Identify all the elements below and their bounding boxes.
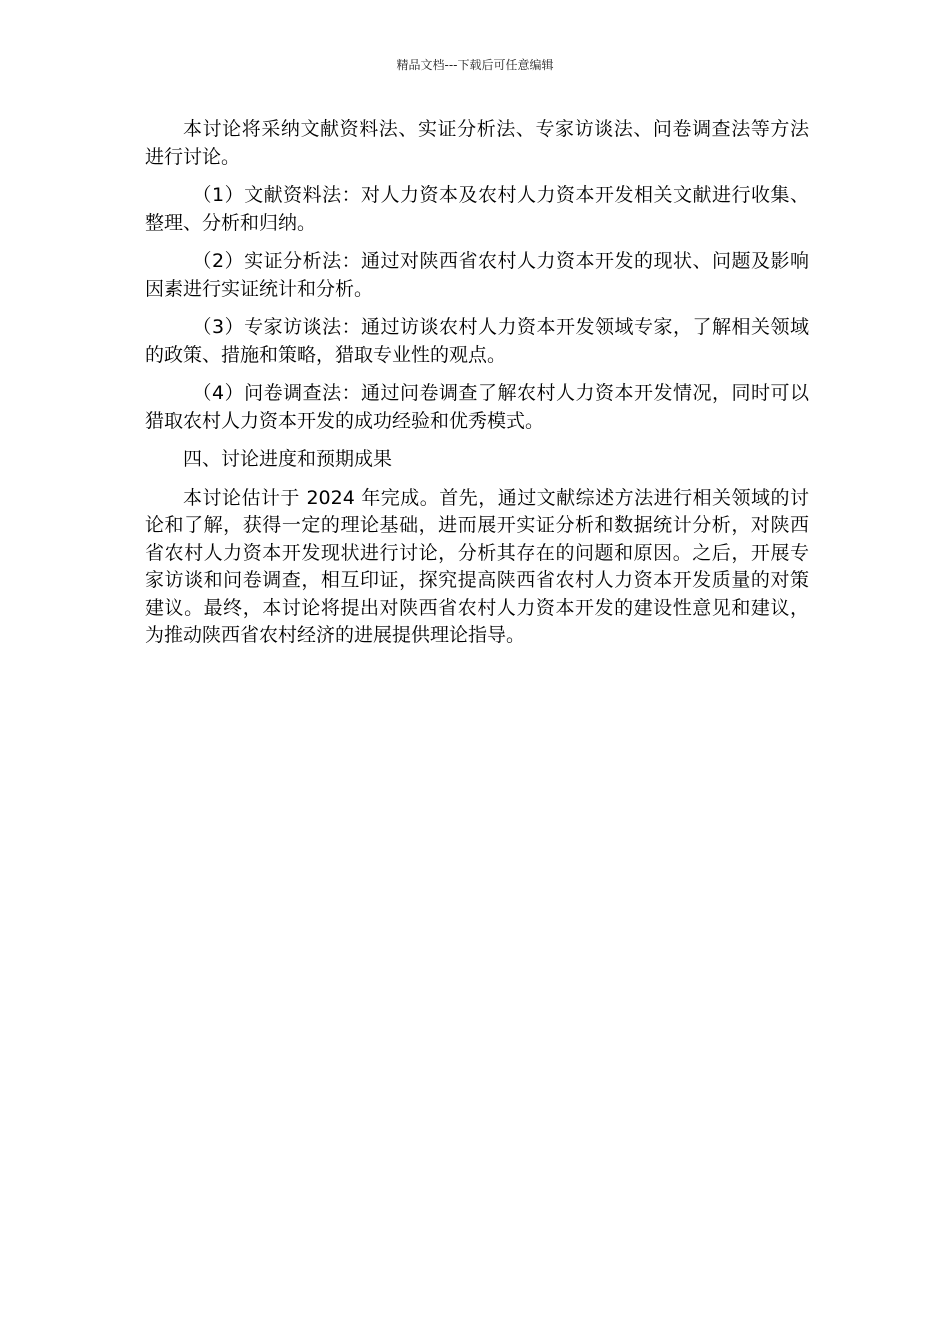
paragraph-methods-intro: 本讨论将采纳文献资料法、实证分析法、专家访谈法、问卷调查法等方法进行讨论。: [145, 118, 809, 168]
section-heading-progress: 四、讨论进度和预期成果: [183, 448, 393, 470]
paragraph-questionnaire-method: （4）问卷调查法：通过问卷调查了解农村人力资本开发情况，同时可以猎取农村人力资本开发的成功经验和优秀模式。: [145, 382, 809, 432]
paragraph-empirical-method: （2）实证分析法：通过对陕西省农村人力资本开发的现状、问题及影响因素进行实证统计和分析。: [145, 250, 809, 300]
paragraph-expert-interview-method: （3）专家访谈法：通过访谈农村人力资本开发领域专家，了解相关领域的政策、措施和策略，猎取专业性的观点。: [145, 316, 809, 366]
paragraph-literature-method: （1）文献资料法：对人力资本及农村人力资本开发相关文献进行收集、整理、分析和归纳。: [145, 184, 809, 234]
paragraph-progress-outcomes: 本讨论估计于 2024 年完成。首先，通过文献综述方法进行相关领域的讨论和了解，获得一定的理论基础，进而展开实证分析和数据统计分析，对陕西省农村人力资本开发现状进行讨论，分析其存在的问题和原因。之后，开展专家访谈和问卷调查，相互印证，探究提高陕西省农村人力资本开发质量的对策建议。最终，本讨论将提出对陕西省农村人力资本开发的建设性意见和建议，为推动陕西省农村经济的进展提供理论指导。: [145, 486, 809, 646]
document-body: [145, 116, 809, 661]
page-header: 精品文档---下载后可任意编辑: [396, 58, 554, 72]
